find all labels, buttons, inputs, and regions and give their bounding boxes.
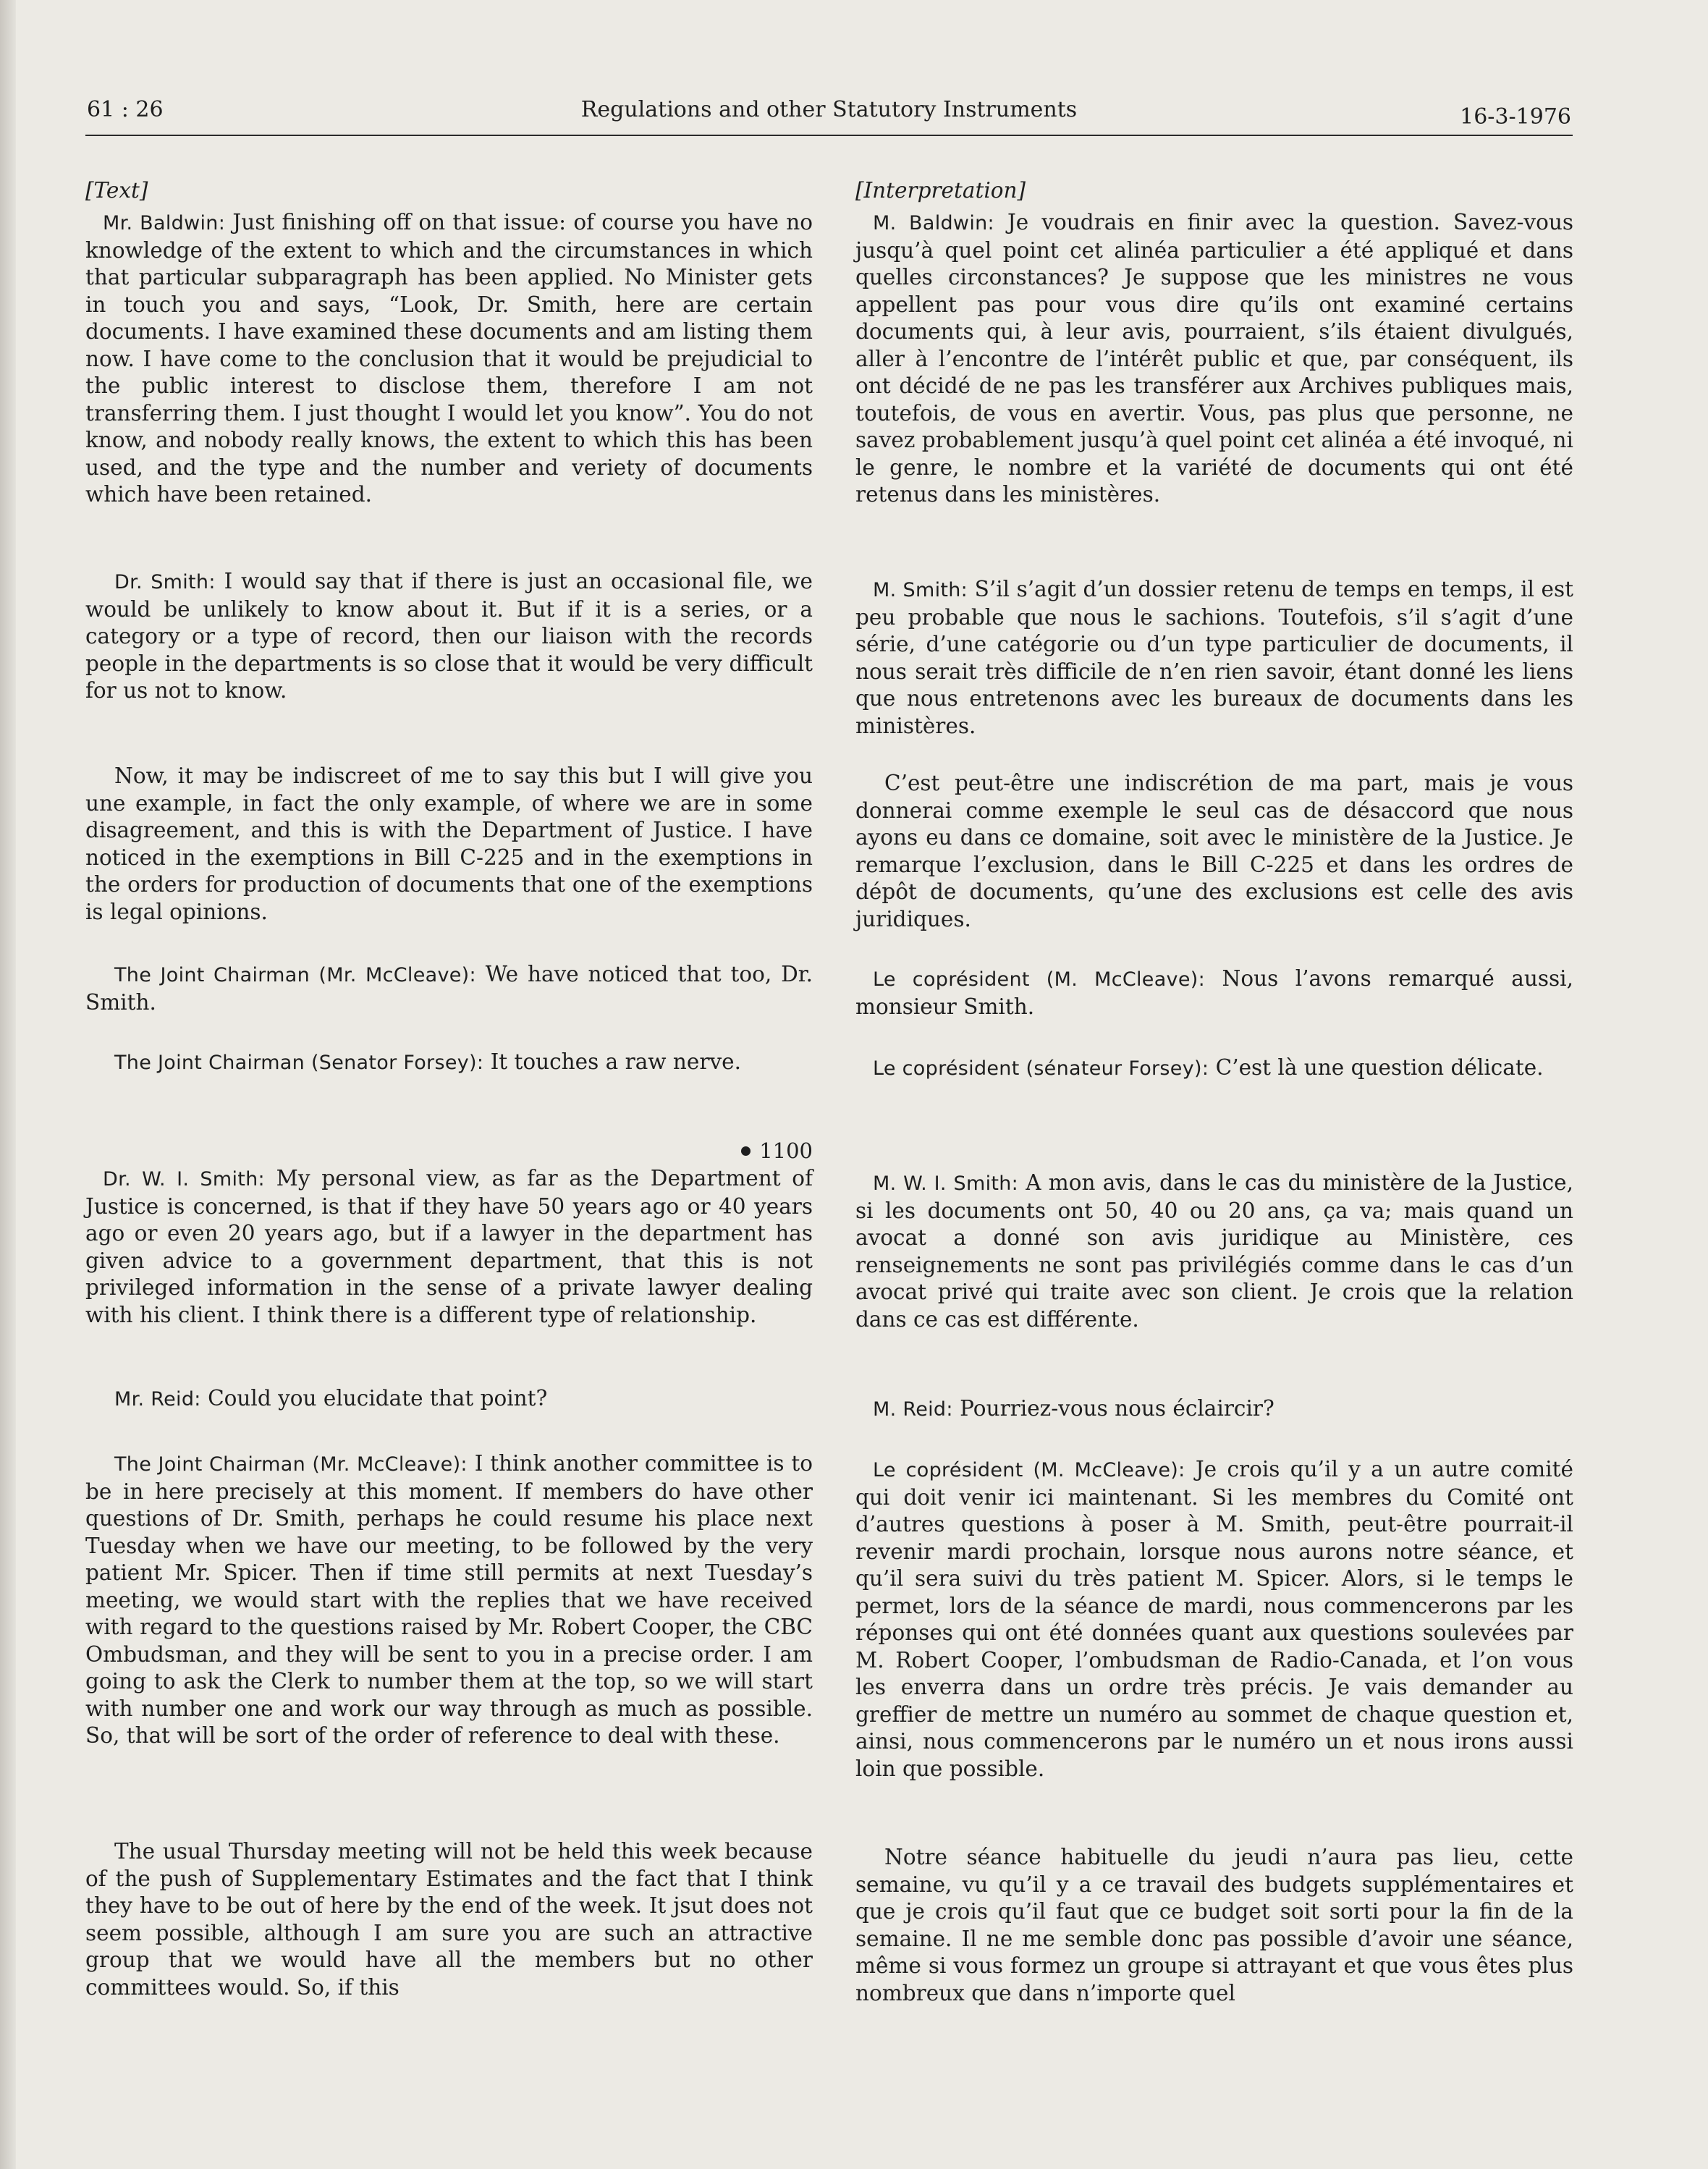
paragraph-coprésident-reply [855,1456,1573,1783]
paragraph-chairman-mccleave [85,961,813,1016]
paragraph-text: It touches a raw nerve. [490,1049,741,1074]
paragraph-text: C’est là une question délicate. [1215,1055,1544,1080]
speaker-name: Mr. Reid: [114,1388,201,1411]
paragraph-text: Now, it may be indiscreet of me to say this but I will give you une example, in fact the only example, of where we are in some disagreement, and this is with the Department of Justice. I have noticed in the exemptions in Bill C-225 and in the exemptions in the orders for production of documents that one of the exemptions is legal opinions. [85,764,813,924]
speaker-name: M. Smith: [873,579,968,601]
paragraph-text: A mon avis, dans le cas du ministère de la Justice, si les documents ont 50, 40 ou 20 ans, ça va; mais quand un avocat a donné son avis juridique au Ministère, ces renseignements ne sont pas privilégiés comme dans le cas d’un avocat privé qui traite avec son client. Je crois que la relation dans ce cas est différente. [855,1170,1573,1332]
paragraph-text: Could you elucidate that point? [208,1386,548,1411]
speaker-name: M. Reid: [873,1398,953,1421]
speaker-name: The Joint Chairman (Senator Forsey): [114,1052,484,1074]
paragraph-smith-fr [855,576,1573,740]
speaker-name: M. Baldwin: [873,212,994,234]
speaker-name: The Joint Chairman (Mr. McCleave): [114,1453,468,1476]
paragraph-text: Je voudrais en finir avec la question. Savez-vous jusqu’à quel point cet alinéa particulier a été appliqué et dans quelles circonstances? Je suppose que les ministres ne vous appellent pas pour vous dire qu’ils ont examiné certains documents qui, à leur avis, pourraient, s’ils étaient divulgués, aller à l’encontre de l’intérêt public et que, par conséquent, ils ont décidé de ne pas les transférer aux Archives publiques mais, toutefois, de vous en avertir. Vous, pas plus que personne, ne savez probablement jusqu’à quel point cet alinéa a été invoqué, ni le genre, le nombre et la variété de documents qui ont été retenus dans les ministères. [855,210,1573,507]
paragraph-wi-smith-fr [855,1170,1573,1333]
paragraph-text: I would say that if there is just an occasional file, we would be unlikely to know about it. But if it is a series, or a category or a type of record, then our liaison with the records people in the departments is so close that it would be very difficult for us not to know. [85,569,813,703]
paragraph-coprésident-mccleave [855,965,1573,1020]
paragraph-text: Nous l’avons remarqué aussi, monsieur Smith. [855,966,1573,1019]
paragraph-smith-continued [85,763,813,926]
speaker-name: The Joint Chairman (Mr. McCleave): [114,964,476,986]
paragraph-smith-continued-fr [855,770,1573,933]
paragraph-text: C’est peut-être une indiscrétion de ma part, mais je vous donnerai comme exemple le seul cas de désaccord que nous ayons eu dans ce domaine, soit avec le ministère de la Justice. Je remarque l’exclusion, dans le Bill C-225 et dans les ordres de dépôt de documents, qu’une des exclusions est celle des avis juridiques. [855,771,1573,931]
paragraph-smith [85,568,813,705]
paragraph-text: I think another committee is to be in here precisely at this moment. If members do have other questions of Dr. Smith, perhaps he could resume his place next Tuesday when we have our meeting, to be followed by the very patient Mr. Spicer. Then if time still permits at next Tuesday’s meeting, we would start with the replies that we have received with regard to the questions raised by Mr. Robert Cooper, the CBC Ombudsman, and they will be sent to you in a precise order. I am going to ask the Clerk to number them at the top, so we will start with number one and work our way through as much as possible. So, that will be sort of the order of reference to deal with these. [85,1451,813,1748]
text-tag: [Text] [85,178,148,203]
time-marker: 1100 [85,1138,813,1165]
paragraph-reid [85,1385,813,1413]
paragraph-text: My personal view, as far as the Department of Justice is concerned, is that if they have 50 years ago or 40 years ago or even 20 years ago, but if a lawyer in the department has given advice to a government department, that this is not privileged information in the sense of a private lawyer dealing with his client. I think there is a different type of relationship. [85,1166,813,1327]
paragraph-baldwin-fr [855,209,1573,509]
paragraph-thursday-meeting [85,1838,813,2001]
bullet-dot-icon [741,1146,751,1156]
speaker-name: Dr. W. I. Smith: [103,1168,265,1191]
paragraph-text: Just finishing off on that issue: of course you have no knowledge of the extent to which and the circumstances in which that particular subparagraph has been applied. No Minister gets in touch you and says, “Look, Dr. Smith, here are certain documents. I have examined these documents and am listing them now. I have come to the conclusion that it would be prejudicial to the public interest to disclose them, therefore I am not transferring them. I just thought I would let you know”. You do not know, and nobody really knows, the extent to which this has been used, and the type and the number and veriety of documents which have been retained. [85,210,813,507]
speaker-name: Dr. Smith: [114,571,216,593]
paragraph-chairman-reply [85,1450,813,1750]
paragraph-baldwin [85,209,813,509]
speaker-name: Le coprésident (sénateur Forsey): [873,1057,1209,1080]
speaker-name: Mr. Baldwin: [103,212,226,234]
paragraph-reid-fr [855,1395,1573,1424]
speaker-name: M. W. I. Smith: [873,1172,1019,1195]
paragraph-text: Je crois qu’il y a un autre comité qui doit venir ici maintenant. Si les membres du Comité ont d’autres questions à poser à M. Smith, peut-être pourrait-il revenir mardi prochain, lorsque nous aurons notre séance, et qu’il sera suivi du très patient M. Spicer. Alors, si le temps le permet, lors de la séance de mardi, nous commencerons par les réponses qui ont été données quant aux questions soulevées par M. Robert Cooper, l’ombudsman de Radio-Canada, et l’on vous les enverra dans un ordre très précis. Je vais demander au greffier de mettre un numéro au sommet de chaque question et, ainsi, nous commencerons par le numéro un et nous irons aussi loin que possible. [855,1457,1573,1781]
page-header [85,94,1573,136]
paragraph-coprésident-forsey [855,1054,1573,1083]
paragraph-text: Notre séance habituelle du jeudi n’aura pas lieu, cette semaine, vu qu’il y a ce travail des budgets supplémentaires et que je crois qu’il faut que ce budget soit sorti pour la fin de la semaine. Il ne me semble donc pas possible d’avoir une séance, même si vous formez un groupe si attrayant et que vous êtes plus nombreux que dans n’importe quel [855,1845,1573,2005]
interpretation-tag: [Interpretation] [855,178,1026,203]
page-date: 16-3-1976 [1460,104,1571,130]
paragraph-text: We have noticed that too, Dr. Smith. [85,962,813,1015]
speaker-name: Le coprésident (M. McCleave): [873,1459,1185,1481]
page-number: 61 : 26 [87,97,164,122]
running-title: Regulations and other Statutory Instruments [580,97,1078,122]
paragraph-wi-smith [85,1165,813,1329]
paragraph-chairman-forsey [85,1049,813,1077]
page-binding-edge [0,0,16,2169]
paragraph-jeudi-meeting [855,1844,1573,2007]
paragraph-text: S’il s’agit d’un dossier retenu de temps en temps, il est peu probable que nous le sachions. Toutefois, s’il s’agit d’une série, d’une catégorie ou d’un type particulier de documents, il nous serait très difficile de n’en rien savoir, étant donné les liens que nous entretenons avec les bureaux de documents dans les ministères. [855,577,1573,738]
paragraph-text: Pourriez-vous nous éclaircir? [960,1396,1274,1421]
speaker-name: Le coprésident (M. McCleave): [873,968,1205,991]
paragraph-text: The usual Thursday meeting will not be held this week because of the push of Supplementary Estimates and the fact that I think they have to be out of here by the end of the week. It jsut does not seem possible, although I am sure you are such an attractive group that we would have all the members but no other committees would. So, if this [85,1839,813,2000]
